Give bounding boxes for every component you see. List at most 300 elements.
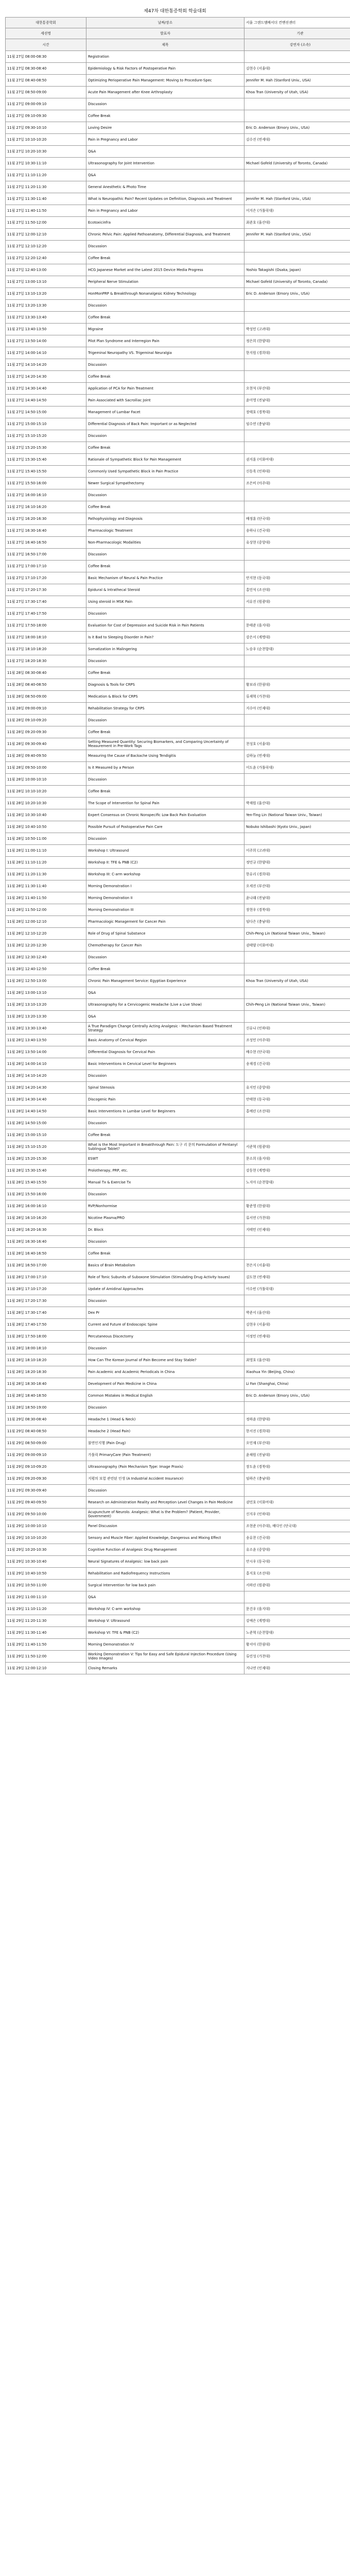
row-time: 11월 29일 12:00-12:10: [6, 1663, 86, 1674]
row-title: Update of Amidinal Approaches: [86, 1283, 244, 1295]
column-header-title: 제목: [86, 39, 244, 51]
row-speaker: 이정민 (연세대): [244, 1331, 350, 1343]
row-title: Role of Tonic Subunits of Suboxone Stimulation (Stimulating Drug Activity Issues): [86, 1272, 244, 1283]
row-time: 11월 27일 12:00-12:10: [6, 229, 86, 241]
row-speaker: 홍민석 (조선대): [244, 584, 350, 596]
row-title: Discussion: [86, 952, 244, 963]
row-title: Neural Signatures of Analgesic: low back pain: [86, 1556, 244, 1568]
row-time: 11월 27일 17:10-17:20: [6, 572, 86, 584]
table-row: [6, 1354, 350, 1366]
row-title: 지평의 보험 관련된 인생 (A Industrial Accident Insurance): [86, 1473, 244, 1485]
row-title: RVP/Nonhormise: [86, 1200, 244, 1212]
row-speaker: Yen-Ting Lin (National Taiwan Univ., Taiwan): [244, 809, 350, 821]
row-time: 11월 27일 17:20-17:30: [6, 584, 86, 596]
row-title: Discussion: [86, 1236, 244, 1248]
table-row: [6, 1603, 350, 1615]
row-title: Pharmacologic Management for Cancer Pain: [86, 916, 244, 928]
row-speaker: [244, 1485, 350, 1497]
row-time: 11월 29일 09:50-10:00: [6, 1509, 86, 1520]
row-speaker: [244, 300, 350, 312]
row-title: Somatization in Malingering: [86, 643, 244, 655]
table-row: [6, 347, 350, 359]
row-speaker: [244, 549, 350, 561]
table-row: [6, 1520, 350, 1532]
row-speaker: 박재원 (울산대): [244, 798, 350, 809]
row-speaker: 박성민 (고려대): [244, 324, 350, 335]
row-speaker: 김현우 (서울대): [244, 1319, 350, 1331]
row-speaker: 정민규 (한양대): [244, 857, 350, 869]
row-speaker: 노지아 (순천향대): [244, 1177, 350, 1189]
row-speaker: Michael Gofeld (University of Toronto, Canada): [244, 158, 350, 170]
table-row: [6, 98, 350, 110]
row-speaker: 노승우 (순천향대): [244, 643, 350, 655]
row-time: 11월 28일 16:40-16:50: [6, 1248, 86, 1260]
row-title: Percutaneous Discectomy: [86, 1331, 244, 1343]
row-speaker: 조은비 (아주대): [244, 478, 350, 489]
table-row: [6, 1509, 350, 1520]
row-time: 11월 28일 14:40-14:50: [6, 1106, 86, 1117]
row-title: Discussion: [86, 359, 244, 371]
row-time: 11월 28일 15:00-15:10: [6, 1129, 86, 1141]
row-title: The Scope of Intervention for Spinal Pain: [86, 798, 244, 809]
table-row: [6, 774, 350, 786]
row-time: 11월 28일 09:50-10:00: [6, 762, 86, 774]
row-title: Discussion: [86, 98, 244, 110]
row-time: 11월 27일 09:10-09:30: [6, 110, 86, 122]
table-row: [6, 241, 350, 252]
table-row: [6, 146, 350, 158]
row-title: Basic Interventions in Cervical Level for Beginners: [86, 1058, 244, 1070]
row-speaker: 송하나 (건국대): [244, 525, 350, 537]
row-time: 11월 27일 17:30-17:40: [6, 596, 86, 608]
table-row: [6, 572, 350, 584]
row-speaker: [244, 489, 350, 501]
row-title: Management of Lumbar Facet: [86, 406, 244, 418]
row-title: Discussion: [86, 833, 244, 845]
row-speaker: 장현우 (경북대): [244, 904, 350, 916]
row-speaker: 한서진 (경희대): [244, 1426, 350, 1437]
row-speaker: 서하린 (원광대): [244, 1580, 350, 1591]
row-time: 11월 27일 14:50-15:00: [6, 406, 86, 418]
row-time: 11월 28일 08:40-08:50: [6, 679, 86, 691]
row-title: What is Neuropathic Pain? Recent Updates on Definition, Diagnosis and Treatment: [86, 193, 244, 205]
row-time: 11월 28일 17:20-17:30: [6, 1295, 86, 1307]
table-row: [6, 229, 350, 241]
row-speaker: [244, 726, 350, 738]
row-speaker: 황준영 (한림대): [244, 1200, 350, 1212]
table-row: [6, 264, 350, 276]
row-speaker: [244, 51, 350, 63]
row-speaker: 윤나래 (전남대): [244, 892, 350, 904]
row-time: 11월 29일 08:40-08:50: [6, 1426, 86, 1437]
table-row: [6, 1580, 350, 1591]
table-row: [6, 833, 350, 845]
table-header-row: [6, 39, 350, 51]
row-title: Optimizing Perioperative Pain Management: Moving to Procedure-Spec: [86, 75, 244, 87]
table-row: [6, 703, 350, 715]
row-speaker: 유지민 (중앙대): [244, 1082, 350, 1094]
table-row: [6, 1627, 350, 1639]
row-title: Morning Demonstration III: [86, 904, 244, 916]
table-row: [6, 1236, 350, 1248]
row-speaker: Khoa Tran (University of Utah, USA): [244, 87, 350, 98]
row-time: 11월 27일 11:20-11:30: [6, 181, 86, 193]
row-speaker: 권지훈 (이화여대): [244, 454, 350, 466]
row-speaker: 최준호 (울산대): [244, 217, 350, 229]
row-speaker: 김현수 (서울대): [244, 63, 350, 75]
row-time: 11월 28일 12:10-12:20: [6, 928, 86, 940]
row-title: Non-Pharmacologic Modalities: [86, 537, 244, 549]
row-title: Is it Bad to Sleeping Disorder in Pain?: [86, 632, 244, 643]
row-speaker: [244, 312, 350, 324]
row-speaker: [244, 1402, 350, 1414]
row-time: 11월 27일 15:30-15:40: [6, 454, 86, 466]
row-speaker: [244, 1295, 350, 1307]
meta-cell: 날짜/장소: [86, 18, 244, 28]
row-time: 11월 28일 10:50-11:00: [6, 833, 86, 845]
row-time: 11월 28일 14:00-14:10: [6, 1058, 86, 1070]
row-title: Basic Interventions in Lumbar Level for Beginners: [86, 1106, 244, 1117]
row-speaker: [244, 608, 350, 620]
row-title: How Can The Korean Journal of Pain Become and Stay Stable?: [86, 1354, 244, 1366]
table-row: [6, 1556, 350, 1568]
row-title: Coffee Break: [86, 110, 244, 122]
table-row: [6, 371, 350, 383]
meta-cell: 세션명: [6, 28, 86, 39]
row-title: Q&A: [86, 146, 244, 158]
row-time: 11월 27일 16:50-17:00: [6, 549, 86, 561]
row-speaker: [244, 1129, 350, 1141]
table-row: [6, 1094, 350, 1106]
row-title: Development of Pain Medicine in China: [86, 1378, 244, 1390]
row-time: 11월 29일 09:40-09:50: [6, 1497, 86, 1509]
row-time: 11월 28일 17:50-18:00: [6, 1331, 86, 1343]
row-speaker: 임수연 (충남대): [244, 418, 350, 430]
row-title: Nicotine Plasma/PRO: [86, 1212, 244, 1224]
row-speaker: 권태양 (이화여대): [244, 940, 350, 952]
table-row: [6, 1082, 350, 1094]
row-speaker: Chih-Peng Lin (National Taiwan Univ., Taiwan): [244, 999, 350, 1011]
row-time: 11월 28일 18:50-19:00: [6, 1402, 86, 1414]
row-speaker: 김하늘 (연세대): [244, 750, 350, 762]
row-time: 11월 28일 18:00-18:10: [6, 1343, 86, 1354]
row-title: Workshop IV: C-arm workshop: [86, 1603, 244, 1615]
table-row: [6, 1129, 350, 1141]
table-row: [6, 608, 350, 620]
row-time: 11월 28일 10:40-10:50: [6, 821, 86, 833]
row-title: Q&A: [86, 1011, 244, 1023]
row-title: Q&A: [86, 987, 244, 999]
table-row: [6, 1651, 350, 1663]
meta-cell: 서울 그랜드앰배서더 컨벤션센터: [244, 18, 350, 28]
row-speaker: [244, 241, 350, 252]
row-speaker: 이수빈 (가톨릭대): [244, 1283, 350, 1295]
table-row: [6, 1272, 350, 1283]
row-speaker: [244, 952, 350, 963]
table-row: [6, 395, 350, 406]
row-title: Discussion: [86, 300, 244, 312]
meta-cell: 발표자: [86, 28, 244, 39]
row-title: HonMonPRP & Breakthrough Nonanalgesic Kidney Technology: [86, 288, 244, 300]
row-time: 11월 28일 14:20-14:30: [6, 1082, 86, 1094]
row-title: Acupuncture of Neurolo. Analgesic: What is the Problem? (Patient, Provider, Government): [86, 1509, 244, 1520]
row-title: Rehabilitation Strategy for CRPS: [86, 703, 244, 715]
meta-cell: 대한통증학회: [6, 18, 86, 28]
table-row: [6, 916, 350, 928]
row-speaker: 문태준 (을지대): [244, 620, 350, 632]
table-row: [6, 1200, 350, 1212]
row-title: ESWT: [86, 1153, 244, 1165]
table-row: [6, 312, 350, 324]
row-speaker: [244, 1343, 350, 1354]
row-title: Pain Associated with Sacroiliac Joint: [86, 395, 244, 406]
row-title: Migraine: [86, 324, 244, 335]
row-speaker: 한지원 (경희대): [244, 347, 350, 359]
table-row: [6, 525, 350, 537]
row-title: Coffee Break: [86, 963, 244, 975]
row-time: 11월 28일 13:30-13:40: [6, 1023, 86, 1035]
row-time: 11월 28일 10:20-10:30: [6, 798, 86, 809]
table-row: [6, 466, 350, 478]
row-speaker: [244, 146, 350, 158]
row-time: 11월 28일 14:10-14:20: [6, 1070, 86, 1082]
row-time: 11월 28일 17:40-17:50: [6, 1319, 86, 1331]
row-time: 11월 28일 11:10-11:20: [6, 857, 86, 869]
row-title: Coffee Break: [86, 667, 244, 679]
row-speaker: [244, 667, 350, 679]
row-title: Research on Administration Reality and Perception Level Changes in Pain Medicine: [86, 1497, 244, 1509]
schedule-table: [5, 39, 350, 1674]
table-row: [6, 1070, 350, 1082]
row-title: Basic Anatomy of Cervical Region: [86, 1035, 244, 1046]
table-row: [6, 170, 350, 181]
row-title: Discussion: [86, 489, 244, 501]
row-title: Coffee Break: [86, 442, 244, 454]
row-speaker: 오현석 (부산대): [244, 383, 350, 395]
row-time: 11월 27일 12:10-12:20: [6, 241, 86, 252]
table-row: [6, 454, 350, 466]
row-title: Closing Remarks: [86, 1663, 244, 1674]
row-title: Discussion: [86, 1189, 244, 1200]
table-row: [6, 75, 350, 87]
row-speaker: 박준서 (울산대): [244, 1307, 350, 1319]
row-title: Diagnosis & Tools for CRPS: [86, 679, 244, 691]
table-row: [6, 1414, 350, 1426]
table-row: [6, 110, 350, 122]
table-row: [6, 300, 350, 312]
row-speaker: Yoshio Takagishi (Osaka, Japan): [244, 264, 350, 276]
row-speaker: [244, 1248, 350, 1260]
row-time: 11월 29일 11:00-11:10: [6, 1591, 86, 1603]
row-title: Pharmacologic Treatment: [86, 525, 244, 537]
table-row: [6, 620, 350, 632]
row-speaker: 안태현 (동국대): [244, 1094, 350, 1106]
row-time: 11월 27일 13:40-13:50: [6, 324, 86, 335]
table-row: [6, 1366, 350, 1378]
row-speaker: 황보라 (한림대): [244, 679, 350, 691]
row-title: Coffee Break: [86, 726, 244, 738]
table-row: [6, 596, 350, 608]
row-speaker: 지태민 (인제대): [244, 1224, 350, 1236]
table-row: [6, 1615, 350, 1627]
table-row: [6, 217, 350, 229]
row-title: Workshop I: Ultrasound: [86, 845, 244, 857]
row-time: 11월 27일 15:20-15:30: [6, 442, 86, 454]
table-row: [6, 1212, 350, 1224]
row-title: Workshop VI: TFE & PNB (C2): [86, 1627, 244, 1639]
row-title: Discussion: [86, 774, 244, 786]
table-row: [6, 1248, 350, 1260]
row-speaker: 정은희 (한양대): [244, 335, 350, 347]
row-speaker: 서유진 (원광대): [244, 596, 350, 608]
row-time: 11월 27일 12:40-13:00: [6, 264, 86, 276]
row-speaker: 지수아 (인제대): [244, 703, 350, 715]
row-speaker: 문건우 (을지대): [244, 1603, 350, 1615]
table-row: [6, 561, 350, 572]
row-title: Sensory and Muscle Fiber: Applied Knowledge, Dangerous and Mixing Effect: [86, 1532, 244, 1544]
table-row: [6, 1473, 350, 1485]
table-row: [6, 1663, 350, 1674]
table-row: [6, 1189, 350, 1200]
row-time: 11월 27일 08:30-08:40: [6, 63, 86, 75]
table-row: [6, 1260, 350, 1272]
table-row: [6, 679, 350, 691]
row-title: 가톨릭 PrimaryCare (Pain Treatment): [86, 1449, 244, 1461]
table-row: [6, 798, 350, 809]
row-time: 11월 27일 09:00-09:10: [6, 98, 86, 110]
row-speaker: [244, 430, 350, 442]
row-time: 11월 27일 13:50-14:00: [6, 335, 86, 347]
row-speaker: Jennifer M. Hah (Stanford Univ., USA): [244, 229, 350, 241]
row-title: HCG Japanese Market and the Latest 2015 Device Media Progress: [86, 264, 244, 276]
row-speaker: Eric D. Anderson (Emory Univ., USA): [244, 1390, 350, 1402]
row-title: Rehabilitation and Radiofrequency Instructions: [86, 1568, 244, 1580]
row-speaker: 류민성 (가천대): [244, 1651, 350, 1663]
table-row: [6, 1106, 350, 1117]
schedule-body: [6, 51, 350, 1674]
row-time: 11월 27일 16:10-16:20: [6, 501, 86, 513]
row-speaker: [244, 501, 350, 513]
row-time: 11월 27일 17:00-17:10: [6, 561, 86, 572]
row-speaker: 강은서 (계명대): [244, 632, 350, 643]
table-row: [6, 442, 350, 454]
row-time: 11월 28일 12:50-13:00: [6, 975, 86, 987]
table-row: [6, 252, 350, 264]
row-time: 11월 27일 13:30-13:40: [6, 312, 86, 324]
row-time: 11월 28일 16:50-17:00: [6, 1260, 86, 1272]
table-row: [6, 1058, 350, 1070]
table-row: [6, 51, 350, 63]
row-time: 11월 28일 13:20-13:30: [6, 1011, 86, 1023]
row-time: 11월 28일 12:20-12:30: [6, 940, 86, 952]
meta-cell: 기관: [244, 28, 350, 39]
row-speaker: 오세진 (부산대): [244, 880, 350, 892]
table-row: [6, 1402, 350, 1414]
row-speaker: Jennifer M. Hah (Stanford Univ., USA): [244, 75, 350, 87]
row-time: 11월 29일 08:30-08:40: [6, 1414, 86, 1426]
table-row: [6, 359, 350, 371]
row-time: 11월 28일 13:50-14:00: [6, 1046, 86, 1058]
row-time: 11월 27일 17:40-17:50: [6, 608, 86, 620]
row-speaker: Jennifer M. Hah (Stanford Univ., USA): [244, 193, 350, 205]
table-row: [6, 892, 350, 904]
table-row: [6, 1307, 350, 1319]
row-title: Discussion: [86, 655, 244, 667]
row-time: 11월 27일 15:50-16:00: [6, 478, 86, 489]
row-speaker: 김수진 (연세대): [244, 134, 350, 146]
row-speaker: 이주희 (고려대): [244, 845, 350, 857]
row-title: Q&A: [86, 170, 244, 181]
table-row: [6, 134, 350, 146]
row-speaker: 임다은 (충남대): [244, 916, 350, 928]
row-time: 11월 28일 09:40-09:50: [6, 750, 86, 762]
row-time: 11월 28일 18:10-18:20: [6, 1354, 86, 1366]
row-speaker: Chih-Peng Lin (National Taiwan Univ., Taiwan): [244, 928, 350, 940]
row-speaker: 임하은 (충남대): [244, 1473, 350, 1485]
row-time: 11월 29일 11:50-12:00: [6, 1651, 86, 1663]
row-title: Headache 2 (Head Pain): [86, 1426, 244, 1437]
row-time: 11월 28일 08:30-08:40: [6, 667, 86, 679]
row-speaker: 신유나 (인하대): [244, 1023, 350, 1035]
row-speaker: 한유리 (경희대): [244, 869, 350, 880]
table-row: [6, 1224, 350, 1236]
row-title: Coffee Break: [86, 561, 244, 572]
row-title: Discussion: [86, 1343, 244, 1354]
row-title: Expert Consensus on Chronic Nonspecific Low Back Pain Evaluation: [86, 809, 244, 821]
row-time: 11월 27일 15:40-15:50: [6, 466, 86, 478]
table-row: [6, 1532, 350, 1544]
row-time: 11월 28일 15:50-16:00: [6, 1189, 86, 1200]
row-time: 11월 27일 16:00-16:10: [6, 489, 86, 501]
table-row: [6, 963, 350, 975]
row-time: 11월 28일 11:20-11:30: [6, 869, 86, 880]
row-title: Prolotherapy, PRP, etc.: [86, 1165, 244, 1177]
row-time: 11월 27일 10:10-10:20: [6, 134, 86, 146]
row-time: 11월 27일 14:30-14:40: [6, 383, 86, 395]
row-time: 11월 28일 18:30-18:40: [6, 1378, 86, 1390]
row-title: Spinal Stenosis: [86, 1082, 244, 1094]
row-speaker: 유소윤 (중앙대): [244, 1544, 350, 1556]
row-time: 11월 28일 13:40-13:50: [6, 1035, 86, 1046]
table-row: [6, 975, 350, 987]
row-speaker: [244, 371, 350, 383]
row-time: 11월 28일 16:30-16:40: [6, 1236, 86, 1248]
table-row: [6, 122, 350, 134]
table-row: [6, 1378, 350, 1390]
row-title: Pathophysiology and Diagnosis: [86, 513, 244, 525]
row-time: 11월 27일 08:50-09:00: [6, 87, 86, 98]
row-time: 11월 28일 10:30-10:40: [6, 809, 86, 821]
table-row: [6, 987, 350, 999]
table-row: [6, 1485, 350, 1497]
table-row: [6, 845, 350, 857]
row-title: Setting Measured Quantity: Securing Biomarkers, and Comparing Uncertainty of Measurement in Pre-Work Tags: [86, 738, 244, 750]
row-speaker: [244, 963, 350, 975]
row-title: Workshop V: Ultrasound: [86, 1615, 244, 1627]
table-row: [6, 1497, 350, 1509]
row-speaker: 강동현 (계명대): [244, 1165, 350, 1177]
row-time: 11월 28일 16:10-16:20: [6, 1212, 86, 1224]
row-time: 11월 27일 14:00-14:10: [6, 347, 86, 359]
row-speaker: [244, 359, 350, 371]
row-title: Role of Drug of Spinal Substance: [86, 928, 244, 940]
row-title: Basics of Brain Metabolism: [86, 1260, 244, 1272]
table-row: [6, 1177, 350, 1189]
row-time: 11월 29일 11:40-11:50: [6, 1639, 86, 1651]
row-speaker: 배정훈 (단국대): [244, 513, 350, 525]
row-title: Discussion: [86, 1485, 244, 1497]
row-title: Ultrasonography (Pain Mechanism Type: Image Praxis): [86, 1461, 244, 1473]
